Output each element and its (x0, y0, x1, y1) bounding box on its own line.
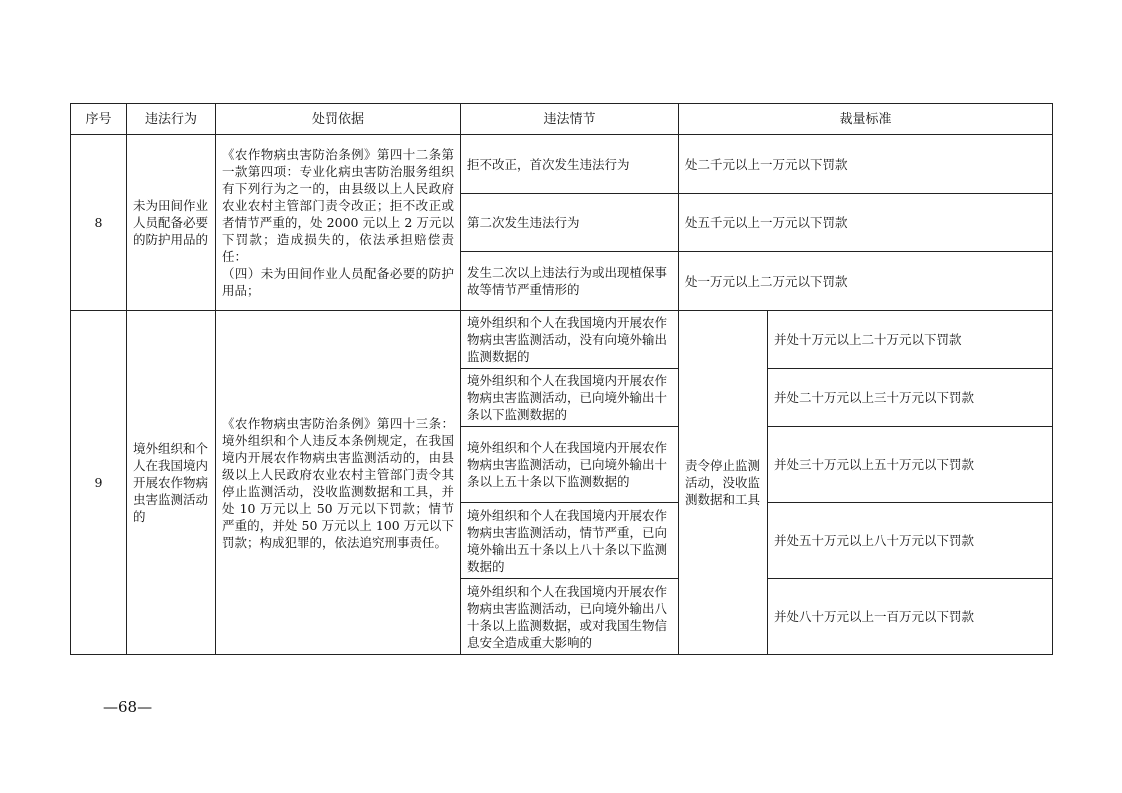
row9-standard-4: 并处五十万元以上八十万元以下罚款 (768, 503, 1053, 579)
header-row (71, 104, 1053, 135)
row8-standard-1: 处二千元以上一万元以下罚款 (679, 135, 1053, 194)
row8-basis: 《农作物病虫害防治条例》第四十二条第一款第四项：专业化病虫害防治服务组织有下列行为之一的，由县级以上人民政府农业农村主管部门责令改正；拒不改正或者情节严重的，处 2000 元以上 2 万元以下罚款；造成损失的，依法承担赔偿责任： （四）未为田间作业人员配备必要的防护用品； (216, 135, 461, 311)
header-situation: 违法情节 (461, 104, 679, 135)
row9-standard-1: 并处十万元以上二十万元以下罚款 (768, 311, 1053, 369)
table-row (71, 311, 1053, 369)
row9-situation-3: 境外组织和个人在我国境内开展农作物病虫害监测活动，已向境外输出十条以上五十条以下监测数据的 (461, 427, 679, 503)
row8-act: 未为田间作业人员配备必要的防护用品的 (127, 135, 216, 311)
row8-situation-1: 拒不改正，首次发生违法行为 (461, 135, 679, 194)
row9-situation-1: 境外组织和个人在我国境内开展农作物病虫害监测活动，没有向境外输出监测数据的 (461, 311, 679, 369)
header-no: 序号 (71, 104, 127, 135)
row8-no: 8 (71, 135, 127, 311)
table-row (71, 135, 1053, 194)
row8-situation-3: 发生二次以上违法行为或出现植保事故等情节严重情形的 (461, 252, 679, 311)
header-standard: 裁量标准 (679, 104, 1053, 135)
header-act: 违法行为 (127, 104, 216, 135)
row9-standard-2: 并处二十万元以上三十万元以下罚款 (768, 369, 1053, 427)
row9-no: 9 (71, 311, 127, 655)
row9-basis: 《农作物病虫害防治条例》第四十三条：境外组织和个人违反本条例规定，在我国境内开展农作物病虫害监测活动的，由县级以上人民政府农业农村主管部门责令其停止监测活动，没收监测数据和工具，并处 10 万元以上 50 万元以下罚款；情节严重的，并处 50 万元以上 100 万元以下罚款；构成犯罪的，依法追究刑事责任。 (216, 311, 461, 655)
row8-situation-2: 第二次发生违法行为 (461, 194, 679, 252)
row9-common-penalty: 责令停止监测活动，没收监测数据和工具 (679, 311, 768, 655)
row9-situation-4: 境外组织和个人在我国境内开展农作物病虫害监测活动，情节严重，已向境外输出五十条以上八十条以下监测数据的 (461, 503, 679, 579)
row9-standard-5: 并处八十万元以上一百万元以下罚款 (768, 579, 1053, 655)
row9-standard-3: 并处三十万元以上五十万元以下罚款 (768, 427, 1053, 503)
row9-situation-2: 境外组织和个人在我国境内开展农作物病虫害监测活动，已向境外输出十条以下监测数据的 (461, 369, 679, 427)
row9-act: 境外组织和个人在我国境内开展农作物病虫害监测活动的 (127, 311, 216, 655)
row8-standard-2: 处五千元以上一万元以下罚款 (679, 194, 1053, 252)
penalty-table (70, 103, 1053, 655)
row8-standard-3: 处一万元以上二万元以下罚款 (679, 252, 1053, 311)
header-basis: 处罚依据 (216, 104, 461, 135)
page-number: —68— (103, 698, 153, 716)
row9-situation-5: 境外组织和个人在我国境内开展农作物病虫害监测活动，已向境外输出八十条以上监测数据，或对我国生物信息安全造成重大影响的 (461, 579, 679, 655)
